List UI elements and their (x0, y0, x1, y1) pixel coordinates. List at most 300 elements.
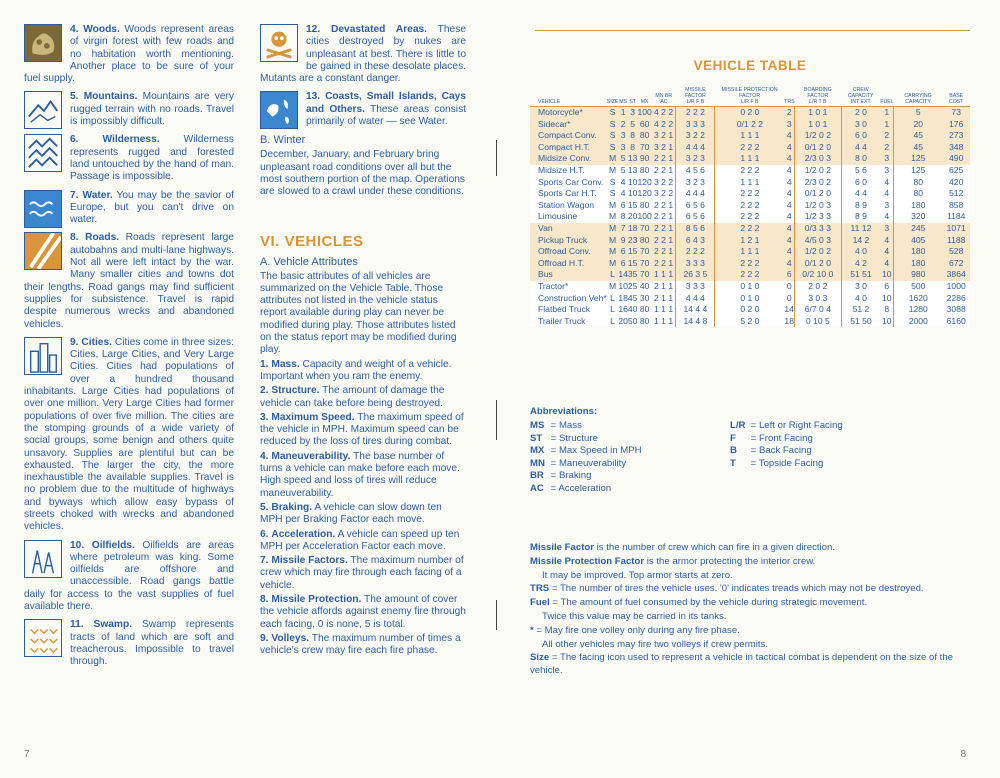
table-row (530, 293, 970, 305)
table-cell: 4 (618, 177, 628, 189)
table-cell: 2 (880, 142, 893, 154)
table-cell: 180 (894, 258, 943, 270)
note-key: Missile Protection Factor (530, 555, 645, 567)
table-cell: L (607, 293, 619, 305)
table-cell: 8 9 (841, 200, 880, 212)
table-cell: 2 1 1 (652, 281, 676, 293)
col-ms: MS (618, 86, 628, 107)
attribute-title: Maximum Speed. (271, 411, 355, 423)
vehicle-name: Construction Veh* (530, 293, 607, 305)
table-cell: 3 2 3 (676, 177, 715, 189)
table-row (530, 188, 970, 200)
table-cell: 2 2 2 (715, 269, 784, 281)
table-cell: M (607, 211, 619, 223)
table-cell: 3 (628, 107, 638, 119)
abbreviation-key: BR (530, 470, 544, 482)
attribute-item (260, 502, 466, 527)
attribute-title: Maneuverability. (271, 450, 351, 462)
table-cell: 18 (627, 222, 638, 233)
table-cell: 15 (627, 199, 638, 210)
table-cell: 320 (894, 211, 943, 223)
table-cell: 125 (894, 153, 943, 165)
abbreviation-key: MS (530, 420, 545, 431)
table-cell: M (607, 165, 619, 177)
abbreviation-key: ST (530, 432, 543, 444)
attribute-title: Structure. (271, 385, 320, 397)
rules-column (260, 24, 466, 659)
table-cell: 6 0 (841, 177, 880, 189)
table-cell: 2 2 2 (715, 258, 784, 270)
table-cell: 60 (637, 119, 651, 131)
abbreviations-title: Abbreviations: (530, 406, 598, 417)
table-cell: 0/1 2 0 (795, 258, 841, 270)
entry-text: Swamp represents tracts of land which are soft and treacherous. Impossible to travel through. (70, 619, 234, 668)
table-cell: 180 (894, 200, 943, 212)
vehicle-name: Flatbed Truck (530, 304, 607, 316)
table-cell: 0 2 0 (715, 304, 784, 316)
table-cell: 35 (627, 269, 638, 280)
vehicle-name: Compact Conv. (530, 130, 607, 142)
abbreviation-key: F (730, 432, 736, 444)
table-cell: 5 (894, 107, 943, 119)
table-cell: L (607, 304, 619, 316)
table-cell: 3 2 2 (652, 188, 676, 200)
vehicle-name: Station Wagon (530, 200, 607, 212)
attribute-item (260, 529, 466, 554)
col-missile-factor: MISSILE FACTOR L/R F B (676, 86, 715, 107)
abbreviations-left (530, 420, 642, 496)
attribute-number: 2. (260, 385, 269, 397)
table-cell: 10 (618, 280, 628, 291)
table-cell: 10 (880, 269, 893, 281)
attribute-number: 9. (260, 632, 269, 644)
table-cell: S (607, 107, 619, 119)
entry-number: 13. (306, 91, 321, 103)
table-cell: 3 3 3 (676, 281, 715, 293)
oilfields-icon (24, 540, 62, 578)
entry-text: Cities come in three sizes: Cities, Large Cities, and Very Large Cities. Cities had populations of over a hundred thousand inhabitants. Large Cities had populations of over one million. Very Large Cities had former populations of over five million. The cities are the stomping grounds of a wide variety of social groups, some benign and others quite unsavory. Supplies are plentiful but can be exhausted. The larger the city, the more inexhaustible the available supplies. Travel is no problem due to the multitude of highways and byways which allow easy bypass of streets choked with wrecks and abandoned vehicles. (24, 336, 234, 533)
table-cell: 3 2 1 (652, 142, 676, 154)
table-cell: 6 (618, 258, 628, 270)
table-cell: 405 (894, 235, 943, 247)
table-cell: 0 1 0 (715, 293, 784, 305)
table-cell: 10 (627, 176, 638, 187)
table-cell: S (607, 177, 619, 189)
note-key: * (530, 624, 534, 636)
note-key: Missile Factor (530, 542, 594, 553)
entry-title: Devastated Areas. (331, 24, 427, 35)
table-row (530, 130, 970, 142)
table-row (530, 258, 970, 270)
table-cell: 4 (784, 223, 794, 235)
note-line (530, 639, 970, 652)
table-cell: 858 (942, 200, 970, 212)
table-cell: 3 2 2 (652, 177, 676, 189)
abbreviation-item (530, 458, 642, 471)
note-line (530, 583, 970, 596)
table-row (530, 316, 970, 328)
table-cell: L (607, 316, 619, 328)
table-cell: 1 1 1 (652, 316, 676, 328)
table-cell: 6 (618, 246, 628, 258)
table-cell: 2 2 2 (715, 200, 784, 212)
note-text: is the armor protecting the interior crew. (644, 555, 816, 567)
note-text: = May fire one volley only during any fire phase. (533, 624, 740, 636)
top-rule (535, 30, 970, 31)
table-cell: S (607, 130, 619, 142)
table-cell: 4 0 (841, 246, 880, 258)
table-cell: 14 4 4 (676, 304, 715, 316)
table-cell: 6 (784, 269, 794, 281)
table-cell: 0 10 5 (795, 316, 841, 328)
attribute-number: 4. (260, 450, 269, 462)
abbreviation-value: = Maneuverability (550, 457, 627, 469)
table-cell: 1 0 1 (795, 119, 841, 131)
table-cell: 6 0 (841, 130, 880, 142)
table-cell: 15 (627, 246, 638, 257)
entry-title: Water. (82, 189, 113, 201)
abbreviation-item (530, 470, 642, 483)
table-cell: 3 (618, 130, 628, 142)
table-cell: 2 2 1 (652, 258, 676, 270)
abbreviation-value: = Braking (550, 470, 592, 482)
table-row (530, 142, 970, 154)
table-cell: 1/2 0 2 (795, 165, 841, 177)
table-cell: 51 50 (841, 316, 880, 328)
abbreviation-value: = Max Speed in MPH (550, 445, 642, 457)
table-cell: 14 2 (841, 235, 880, 247)
table-cell: 180 (894, 246, 943, 258)
table-row (530, 107, 970, 119)
note-text: is the number of crew which can fire in a given direction. (593, 542, 836, 553)
table-cell: 4 (784, 188, 794, 200)
table-cell: 5 (618, 165, 628, 177)
note-key: Fuel (530, 597, 550, 609)
vehicle-name: Midsize Conv. (530, 153, 607, 165)
table-cell: 3864 (942, 269, 970, 281)
table-cell: 1/2 3 3 (795, 211, 841, 223)
table-cell: 70 (637, 246, 651, 258)
table-cell: 6/7 0 4 (795, 304, 841, 316)
abbreviation-value: = Front Facing (750, 432, 813, 444)
table-row (530, 235, 970, 247)
table-cell: 13 (627, 164, 638, 175)
table-row (530, 223, 970, 235)
entry-text: Mountains are very rugged terrain with no roads. Travel is impossibly difficult. (70, 91, 234, 128)
entry-title: Cities. (81, 336, 112, 348)
table-cell: 20 (894, 119, 943, 131)
table-cell: 1280 (894, 304, 943, 316)
entry-title: Mountains. (83, 91, 138, 103)
table-cell: 4 (880, 258, 893, 270)
table-cell: 4 2 2 (652, 107, 676, 119)
table-row (530, 269, 970, 281)
note-line (530, 625, 970, 638)
table-notes (530, 542, 970, 679)
vehicle-name: Van (530, 223, 607, 235)
entry-number: 6. (70, 134, 79, 146)
vehicle-name: Motorcycle* (530, 107, 607, 119)
table-cell: 4 4 4 (676, 293, 715, 305)
table-cell: 4 (784, 130, 794, 142)
table-cell: 8 (628, 142, 638, 154)
table-cell: 100 (637, 107, 652, 117)
table-cell: 2/3 0 2 (795, 177, 841, 189)
table-cell: 980 (894, 269, 943, 281)
table-cell: 1188 (942, 235, 970, 247)
table-cell: 3 0 (841, 281, 880, 293)
table-cell: 0/1 2 2 (715, 119, 784, 131)
table-cell: 625 (942, 165, 970, 177)
table-cell: 1 1 1 (715, 153, 784, 165)
col-crew: CREW CAPACITY INT EXT (841, 86, 880, 107)
abbreviation-item (530, 445, 642, 458)
abbreviation-key: T (730, 457, 736, 469)
note-text: It may be improved. Top armor starts at zero. (542, 569, 733, 581)
abbreviation-item (530, 483, 642, 496)
col-boarding: BOARDING FACTOR L/R T B (795, 86, 841, 107)
table-cell: 273 (942, 130, 970, 142)
table-cell: 30 (637, 293, 651, 305)
table-cell: 16 (618, 304, 628, 315)
abbreviation-value: = Mass (550, 420, 582, 431)
table-cell: 125 (894, 165, 943, 177)
table-cell: 2 2 1 (652, 235, 676, 247)
table-cell: 80 (637, 165, 651, 177)
table-cell: 14 4 8 (676, 316, 715, 328)
note-line (530, 542, 970, 555)
table-cell: 4 (784, 165, 794, 177)
winter-heading: B. Winter (260, 134, 306, 147)
table-cell: 10 (627, 188, 638, 199)
col-mnbrac: MN BR AC (652, 86, 676, 107)
table-cell: 176 (942, 119, 970, 131)
note-line (530, 556, 970, 569)
table-cell: 120 (637, 176, 652, 187)
table-cell: 4 (784, 200, 794, 212)
table-cell: 4 (784, 153, 794, 165)
table-cell: 512 (942, 188, 970, 200)
table-cell: M (607, 153, 619, 165)
attribute-item (260, 451, 466, 500)
table-cell: 0 2 0 (715, 107, 784, 119)
terrain-entry (24, 190, 234, 227)
terrain-column (24, 24, 234, 675)
table-cell: 3 (784, 119, 794, 131)
table-cell: 8 (628, 130, 638, 142)
table-cell: 23 (627, 234, 638, 245)
table-cell: 40 (627, 304, 638, 315)
table-cell: 348 (942, 142, 970, 154)
vehicle-name: Midsize H.T. (530, 165, 607, 177)
entry-title: Coasts, Small Islands, Cays and Others. (306, 91, 466, 115)
table-row (530, 246, 970, 258)
table-cell: 4 5 6 (676, 165, 715, 177)
entry-number: 8. (70, 232, 79, 244)
table-cell: 70 (637, 269, 651, 281)
skull-icon (260, 24, 298, 62)
table-cell: 80 (637, 316, 651, 328)
abbreviation-key: B (730, 445, 737, 457)
table-cell: 0 (784, 281, 794, 293)
table-cell: 0/3 3 3 (795, 223, 841, 235)
attribute-item (260, 633, 466, 658)
table-cell: 2 (784, 107, 794, 119)
col-missile-protection: MISSILE PROTECTION FACTOR L/R F B (715, 86, 784, 107)
abbreviation-key: L/R (730, 420, 746, 431)
coast-icon (260, 91, 298, 129)
vehicle-table-title: VEHICLE TABLE (693, 58, 807, 73)
table-row (530, 153, 970, 165)
attribute-title: Acceleration. (271, 528, 336, 540)
table-cell: 0/2 10 0 (795, 269, 841, 281)
table-cell: 5 (628, 119, 638, 131)
table-cell: 4 2 (841, 258, 880, 270)
table-cell: 20 (627, 211, 638, 222)
vehicle-name: Limousine (530, 211, 607, 223)
table-cell: 4/5 0 3 (795, 235, 841, 247)
entry-number: 4. (70, 24, 79, 35)
abbreviation-value: = Back Facing (750, 445, 812, 457)
table-cell: 3 2 2 (676, 130, 715, 142)
abbreviation-item (530, 433, 642, 446)
terrain-entry (24, 91, 234, 128)
attribute-item (260, 555, 466, 592)
table-row (530, 211, 970, 223)
abbreviation-value: = Topside Facing (750, 457, 824, 469)
table-row (530, 119, 970, 131)
table-cell: 50 (627, 315, 638, 326)
table-cell: 80 (637, 130, 651, 142)
attribute-title: Mass. (271, 358, 300, 370)
note-key: Size (530, 652, 550, 664)
table-cell: M (607, 223, 619, 235)
table-cell: 13 (627, 153, 638, 164)
table-cell: 5 (618, 153, 628, 165)
entry-text: These cities destroyed by nukes are unpleasant at best. There is little to be gained in these desolate places. Mutants are a constant danger. (260, 24, 466, 85)
terrain-entry (24, 24, 234, 85)
attribute-text: The amount of cover the vehicle affords against enemy fire through each facing, 0 is none, 5 is total. (260, 593, 466, 630)
table-cell: 1 (880, 107, 893, 119)
vehicle-name: Sports Car H.T. (530, 188, 607, 200)
attribute-text: Capacity and weight of a vehicle. Important when you ram the enemy. (260, 358, 452, 382)
entry-text: You may be the savior of Europe, but you can't drive on water. (70, 189, 234, 226)
table-cell: 245 (894, 223, 943, 235)
table-cell: 18 (784, 315, 794, 326)
table-cell: S (607, 119, 619, 131)
table-cell: 1620 (894, 293, 943, 305)
note-text: = The number of tires the vehicle uses. '0' indicates treads which may not be destroyed. (549, 583, 924, 595)
table-cell: 4 4 4 (676, 188, 715, 200)
table-cell: 1 1 1 (652, 269, 676, 281)
woods-icon (24, 24, 62, 62)
abbreviation-item (730, 458, 843, 471)
attribute-number: 1. (260, 358, 269, 370)
entry-text: Roads represent large autobahns and multi-lane highways. Not all were left intact by the war. Many smaller cities and towns dot their lengths. Road gangs may find sufficient supplies for subsistence. Travel is rapid despite numerous wrecks and abandoned vehicles. (24, 232, 234, 330)
table-cell: 45 (894, 130, 943, 142)
vehicle-attributes-heading: A. Vehicle Attributes (260, 255, 358, 268)
table-cell: S (607, 188, 619, 200)
table-cell: 51 2 (841, 304, 880, 316)
table-cell: 4 4 (841, 142, 880, 154)
table-cell: 1 (618, 107, 628, 119)
table-cell: 4 4 4 (676, 142, 715, 154)
table-cell: M (607, 258, 619, 270)
table-cell: 1 1 1 (715, 177, 784, 189)
table-cell: 80 (637, 235, 651, 247)
table-cell: 26 3 5 (676, 269, 715, 281)
table-cell: 1 (880, 119, 893, 131)
terrain-entry (24, 232, 234, 330)
table-cell: 45 (894, 142, 943, 154)
abbreviations-right (730, 420, 843, 470)
entry-text: Wilderness represents rugged and forested land untouched by the hand of man. Passage is impossible. (70, 134, 234, 183)
swamp-icon (24, 619, 62, 657)
col-size: SIZE (607, 86, 619, 107)
table-cell: 1 1 1 (652, 304, 676, 316)
entry-number: 11. (70, 619, 84, 631)
table-cell: 14 (618, 269, 628, 280)
table-cell: 4 (880, 235, 893, 247)
table-cell: 70 (637, 142, 651, 154)
table-cell: 8 (880, 304, 893, 316)
table-cell: 25 (627, 280, 638, 291)
table-cell: 3 (618, 142, 628, 154)
table-row (530, 304, 970, 316)
table-cell: 1/2 0 2 (795, 246, 841, 258)
attribute-number: 8. (260, 593, 269, 605)
table-cell: 4 4 (841, 188, 880, 200)
table-cell: 80 (894, 177, 943, 189)
attribute-title: Volleys. (271, 632, 310, 644)
note-text: All other vehicles may fire two volleys if crew permits. (542, 638, 769, 650)
table-cell: 3 (880, 223, 893, 235)
table-cell: 4 (880, 177, 893, 189)
vehicle-attributes-intro: The basic attributes of all vehicles are summarized on the Vehicle Table. Those attributes not listed in the vehicle status report available during play can never be modified during play. Those attributes listed on the status report may be modified during play. (260, 270, 457, 356)
table-cell: 672 (942, 258, 970, 270)
table-cell: 10 (880, 316, 893, 328)
table-cell: 9 (618, 235, 628, 247)
attribute-number: 6. (260, 528, 269, 540)
table-cell: 2 0 (841, 107, 880, 119)
abbreviation-item (730, 420, 843, 433)
table-cell: 2 0 2 (795, 281, 841, 293)
table-cell: 2 (880, 130, 893, 142)
abbreviation-value: = Acceleration (550, 482, 612, 494)
table-cell: 4 (784, 258, 794, 270)
table-cell: 2 2 2 (715, 223, 784, 235)
table-cell: 3 0 3 (795, 293, 841, 305)
table-cell: 15 (627, 257, 638, 268)
entry-number: 10. (70, 539, 85, 551)
table-cell: 3 (880, 153, 893, 165)
page-number-left: 7 (24, 749, 30, 760)
table-row (530, 200, 970, 212)
attribute-text: The amount of damage the vehicle can take before being destroyed. (260, 385, 445, 409)
table-cell: 2 2 2 (676, 246, 715, 258)
table-cell: 18 (618, 292, 628, 303)
attribute-title: Braking. (271, 501, 313, 513)
table-cell: 5 6 (841, 165, 880, 177)
table-cell: 14 (784, 304, 794, 315)
entry-number: 5. (70, 91, 79, 103)
attribute-number: 7. (260, 555, 269, 567)
table-cell: 6 5 6 (676, 200, 715, 212)
cities-icon (24, 337, 62, 375)
attribute-text: The maximum speed of the vehicle in MPH. Maximum speed can be reduced by the loss of tires during combat. (260, 411, 464, 448)
attribute-text: The maximum number of times a vehicle's crew may fire each fire phase. (260, 632, 461, 657)
abbreviation-key: MX (530, 445, 545, 457)
